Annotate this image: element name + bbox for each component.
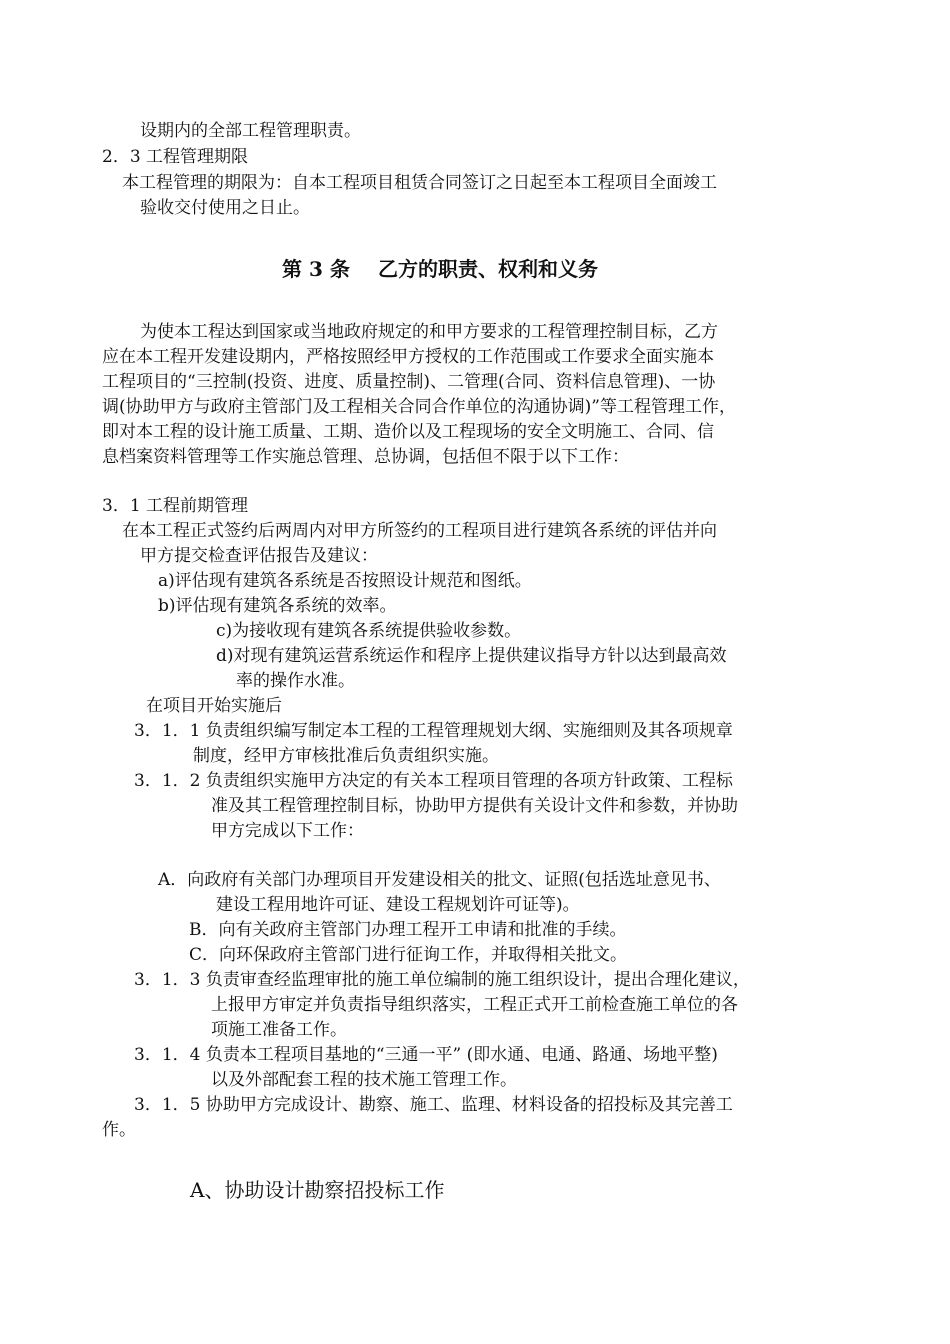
list-item-c: c)为接收现有建筑各系统提供验收参数。 [216, 621, 522, 641]
list-item-d: d)对现有建筑运营系统运作和程序上提供建议指导方针以达到最高效 [216, 646, 727, 666]
text-line: 在本工程正式签约后两周内对甲方所签约的工程项目进行建筑各系统的评估并向 [122, 521, 717, 541]
clause-3-1-3: 3．1．3 负责审查经监理审批的施工单位编制的施工组织设计，提出合理化建议， [134, 970, 750, 990]
clause-3-1-5-cont: 作。 [102, 1120, 136, 1140]
text-line: 设期内的全部工程管理职责。 [140, 121, 361, 141]
clause-3-1-1: 3．1．1 负责组织编写制定本工程的工程管理规划大纲、实施细则及其各项规章 [134, 721, 733, 741]
clause-3-1-1-cont: 制度，经甲方审核批准后负责组织实施。 [193, 746, 499, 766]
item-B: B．向有关政府主管部门办理工程开工申请和批准的手续。 [189, 920, 627, 940]
paragraph-line: 即对本工程的设计施工质量、工期、造价以及工程现场的安全文明施工、合同、信 [102, 422, 714, 442]
list-item-a: a)评估现有建筑各系统是否按照设计规范和图纸。 [158, 571, 532, 591]
list-item-d-cont: 率的操作水准。 [236, 671, 355, 691]
section-heading-3-1: 3．1 工程前期管理 [102, 496, 249, 516]
clause-3-1-2: 3．1．2 负责组织实施甲方决定的有关本工程项目管理的各项方针政策、工程标 [134, 771, 733, 791]
item-A-cont: 建设工程用地许可证、建设工程规划许可证等)。 [216, 895, 580, 915]
clause-3-1-4-cont: 以及外部配套工程的技术施工管理工作。 [211, 1070, 517, 1090]
article-number: 第 3 条 [282, 257, 350, 281]
clause-3-1-3-cont: 上报甲方审定并负责指导组织落实，工程正式开工前检查施工单位的各 [211, 995, 738, 1015]
list-item-b: b)评估现有建筑各系统的效率。 [158, 596, 397, 616]
paragraph-line: 为使本工程达到国家或当地政府规定的和甲方要求的工程管理控制目标，乙方 [140, 322, 718, 342]
paragraph-line: 息档案资料管理等工作实施总管理、总协调，包括但不限于以下工作： [102, 447, 629, 467]
paragraph-line: 调(协助甲方与政府主管部门及工程相关合同合作单位的沟通协调)”等工程管理工作， [102, 397, 736, 417]
article-title: 乙方的职责、权利和义务 [378, 257, 598, 281]
clause-3-1-2-cont: 甲方完成以下工作： [211, 821, 364, 841]
clause-3-1-5: 3．1．5 协助甲方完成设计、勘察、施工、监理、材料设备的招投标及其完善工 [134, 1095, 733, 1115]
paragraph-line: 应在本工程开发建设期内，严格按照经甲方授权的工作范围或工作要求全面实施本 [102, 347, 714, 367]
text-line: 验收交付使用之日止。 [140, 198, 310, 218]
section-heading-2-3: 2．3 工程管理期限 [102, 147, 249, 167]
clause-3-1-3-cont: 项施工准备工作。 [211, 1020, 347, 1040]
item-C: C．向环保政府主管部门进行征询工作，并取得相关批文。 [189, 945, 628, 965]
subheading-A: A、协助设计勘察招投标工作 [190, 1178, 445, 1202]
text-line: 本工程管理的期限为：自本工程项目租赁合同签订之日起至本工程项目全面竣工 [122, 173, 717, 193]
text-line: 甲方提交检查评估报告及建议： [140, 546, 378, 566]
text-line: 在项目开始实施后 [146, 696, 282, 716]
clause-3-1-4: 3．1．4 负责本工程项目基地的“三通一平” (即水通、电通、路通、场地平整) [134, 1045, 718, 1065]
clause-3-1-2-cont: 准及其工程管理控制目标，协助甲方提供有关设计文件和参数，并协助 [211, 796, 738, 816]
paragraph-line: 工程项目的“三控制(投资、进度、质量控制)、二管理(合同、资料信息管理)、一协 [102, 372, 716, 392]
item-A: A．向政府有关部门办理项目开发建设相关的批文、证照(包括选址意见书、 [158, 870, 721, 890]
